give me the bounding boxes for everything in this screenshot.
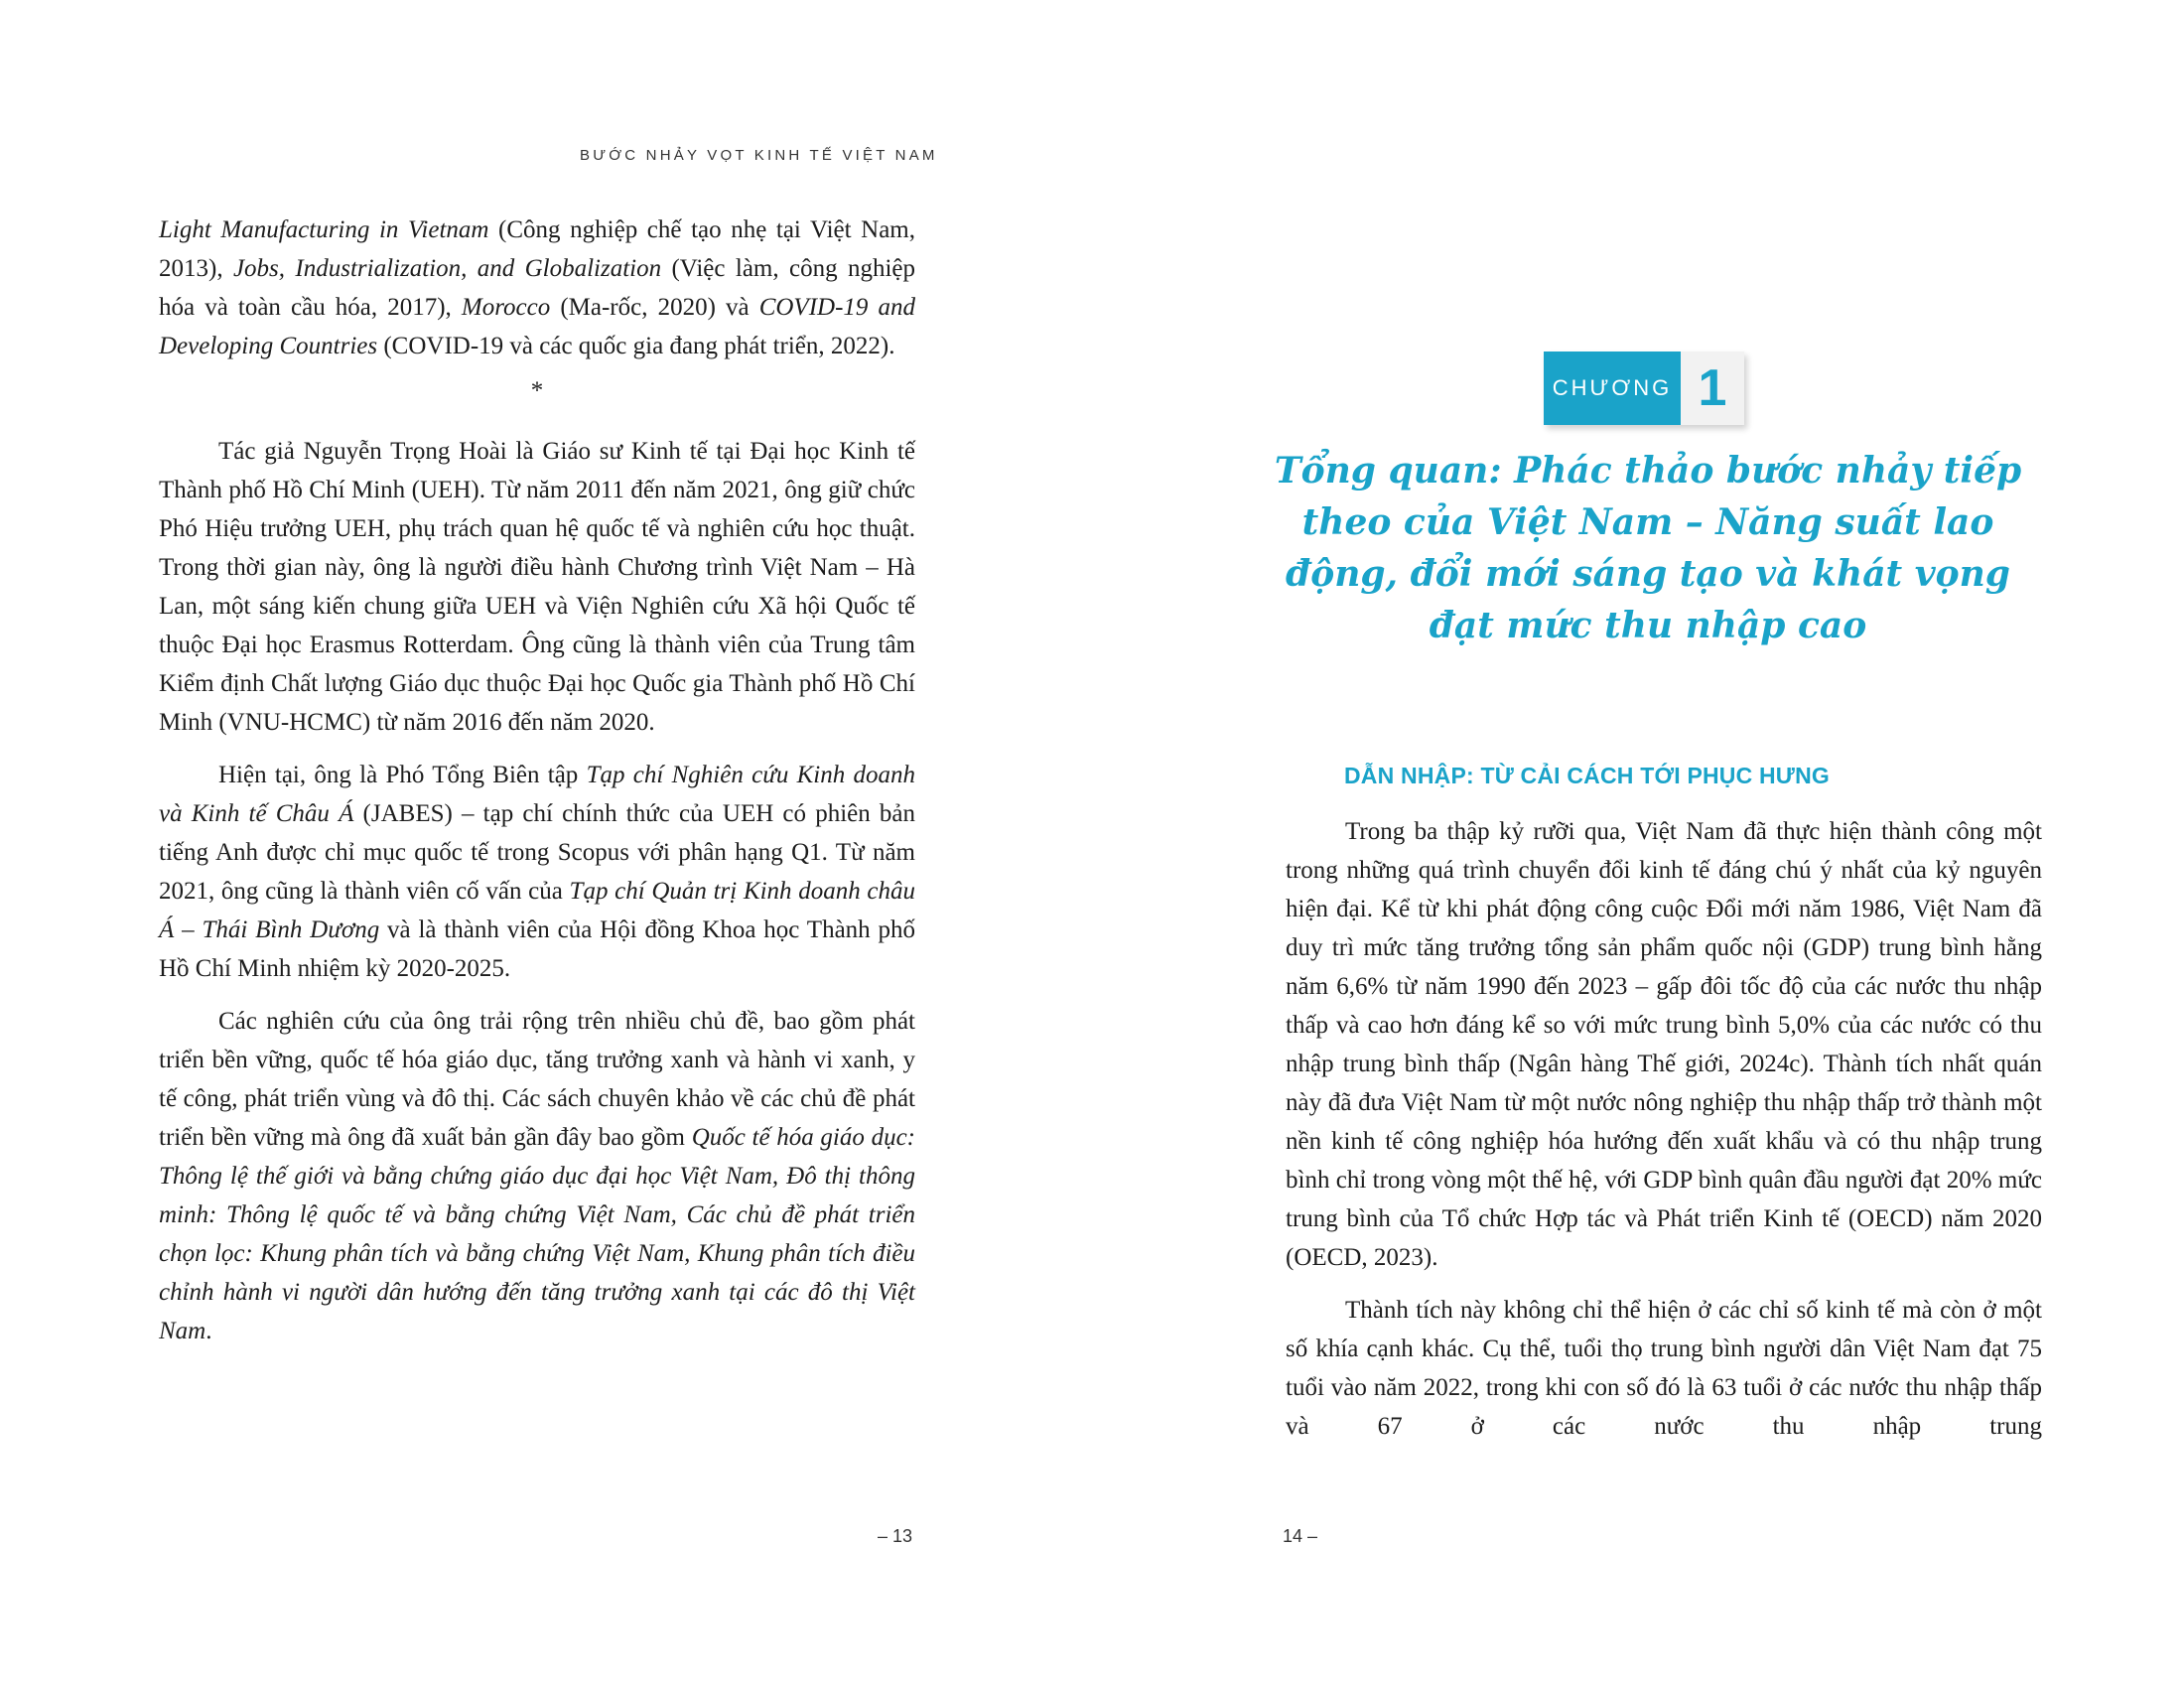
chapter-label: CHƯƠNG [1544,352,1681,425]
text-run: Hiện tại, ông là Phó Tổng Biên tập [218,762,587,788]
text-run: Các nghiên cứu của ông trải rộng trên nhiều chủ đề, bao gồm phát triển bền vững, quốc tế hóa giáo dục, tăng trưởng xanh và hành vi xanh, y tế công, phát triển vùng và đô thị. Các sách chuyên khảo về các chủ đề phát triển bền vững mà ông đã xuất bản gần đây bao gồm [159,1008,915,1151]
book-title: COVID-19 and Developing Countries [159,294,915,359]
right-text-column [1286,812,2042,1446]
book-title: Light Manufacturing in Vietnam [159,216,489,243]
journal-title: Tạp chí Nghiên cứu Kinh doanh và Kinh tế Châu Á [159,762,916,827]
book-title: Morocco [461,294,551,321]
book-note: (Công nghiệp chế tạo nhẹ tại Việt Nam, 2013), [159,216,916,282]
book-note: (Ma-rốc, 2020) và [550,294,759,321]
chapter-badge [1544,352,1744,425]
text-run: (JABES) – tạp chí chính thức của UEH có phiên bản tiếng Anh được chỉ mục quốc tế trong Scopus với phân hạng Q1. Từ năm 2021, ông cũng là thành viên cố vấn của [159,800,915,905]
section-separator: * [530,377,544,404]
left-text-column [159,211,915,1350]
book-title: Jobs, Industrialization, and Globalization [232,255,662,282]
text-run: và là thành viên của Hội đồng Khoa học Thành phố Hồ Chí Minh nhiệm kỳ 2020-2025. [159,916,915,982]
right-page [1092,0,2184,1688]
chapter-number: 1 [1681,352,1744,425]
page-number: – 13 [878,1526,913,1546]
chapter-title: Tổng quan: Phác thảo bước nhảy tiếp theo của Việt Nam – Năng suất lao động, đổi mới sáng tạo và khát vọng đạt mức thu nhập cao [1274,450,2022,646]
author-bio-paragraph [159,756,915,988]
intro-paragraph [159,211,915,365]
body-paragraph: Thành tích này không chỉ thể hiện ở các chỉ số kinh tế mà còn ở một số khía cạnh khác. Cụ thể, tuổi thọ trung bình người dân Việt Nam đạt 75 tuổi vào năm 2022, trong khi con số đó là 63 tuổi ở các nước thu nhập thấp và 67 ở các nước thu nhập trung [1286,1297,2042,1440]
book-titles-list: Quốc tế hóa giáo dục: Thông lệ thế giới và bằng chứng giáo dục đại học Việt Nam, Đô thị thông minh: Thông lệ quốc tế và bằng chứng Việt Nam, Các chủ đề phát triển chọn lọc: Khung phân tích và bằng chứng Việt Nam, Khung phân tích điều chỉnh hành vi người dân hướng đến tăng trưởng xanh tại các đô thị Việt Nam [159,1124,915,1344]
book-note: (Việc làm, công nghiệp hóa và toàn cầu hóa, 2017), [159,255,915,321]
running-header: BƯỚC NHẢY VỌT KINH TẾ VIỆT NAM [580,147,938,164]
journal-title: Tạp chí Quản trị Kinh doanh châu Á – Thái Bình Dương [159,878,916,943]
section-heading: DẪN NHẬP: TỪ CẢI CÁCH TỚI PHỤC HƯNG [1344,763,1830,788]
author-bio-paragraph: Tác giả Nguyễn Trọng Hoài là Giáo sư Kinh tế tại Đại học Kinh tế Thành phố Hồ Chí Minh (UEH). Từ năm 2011 đến năm 2021, ông giữ chức Phó Hiệu trưởng UEH, phụ trách quan hệ quốc tế và nghiên cứu học thuật. Trong thời gian này, ông là người điều hành Chương trình Việt Nam – Hà Lan, một sáng kiến chung giữa UEH và Viện Nghiên cứu Xã hội Quốc tế thuộc Đại học Erasmus Rotterdam. Ông cũng là thành viên của Trung tâm Kiểm định Chất lượng Giáo dục thuộc Đại học Quốc gia Thành phố Hồ Chí Minh (VNU-HCMC) từ năm 2016 đến năm 2020. [159,438,915,736]
text-run: . [205,1318,212,1344]
page-number: 14 – [1283,1526,1318,1546]
body-paragraph: Trong ba thập kỷ rưỡi qua, Việt Nam đã thực hiện thành công một trong những quá trình chuyển đổi kinh tế đáng chú ý nhất của kỷ nguyên hiện đại. Kể từ khi phát động công cuộc Đổi mới năm 1986, Việt Nam đã duy trì mức tăng trưởng tổng sản phẩm quốc nội (GDP) trung bình hằng năm 6,6% từ năm 1990 đến 2023 – gấp đôi tốc độ của các nước thu nhập thấp và cao hơn đáng kể so với mức trung bình 5,0% của các nước có thu nhập trung bình thấp (Ngân hàng Thế giới, 2024c). Thành tích nhất quán này đã đưa Việt Nam từ một nước nông nghiệp thu nhập thấp trở thành một nền kinh tế công nghiệp hóa hướng đến xuất khẩu và có thu nhập trung bình chỉ trong vòng một thế hệ, với GDP bình quân đầu người đạt 20% mức trung bình của Tổ chức Hợp tác và Phát triển Kinh tế (OECD) năm 2020 (OECD, 2023). [1286,818,2042,1271]
author-bio-paragraph [159,1002,915,1350]
book-note: (COVID-19 và các quốc gia đang phát triển, 2022). [377,333,895,359]
